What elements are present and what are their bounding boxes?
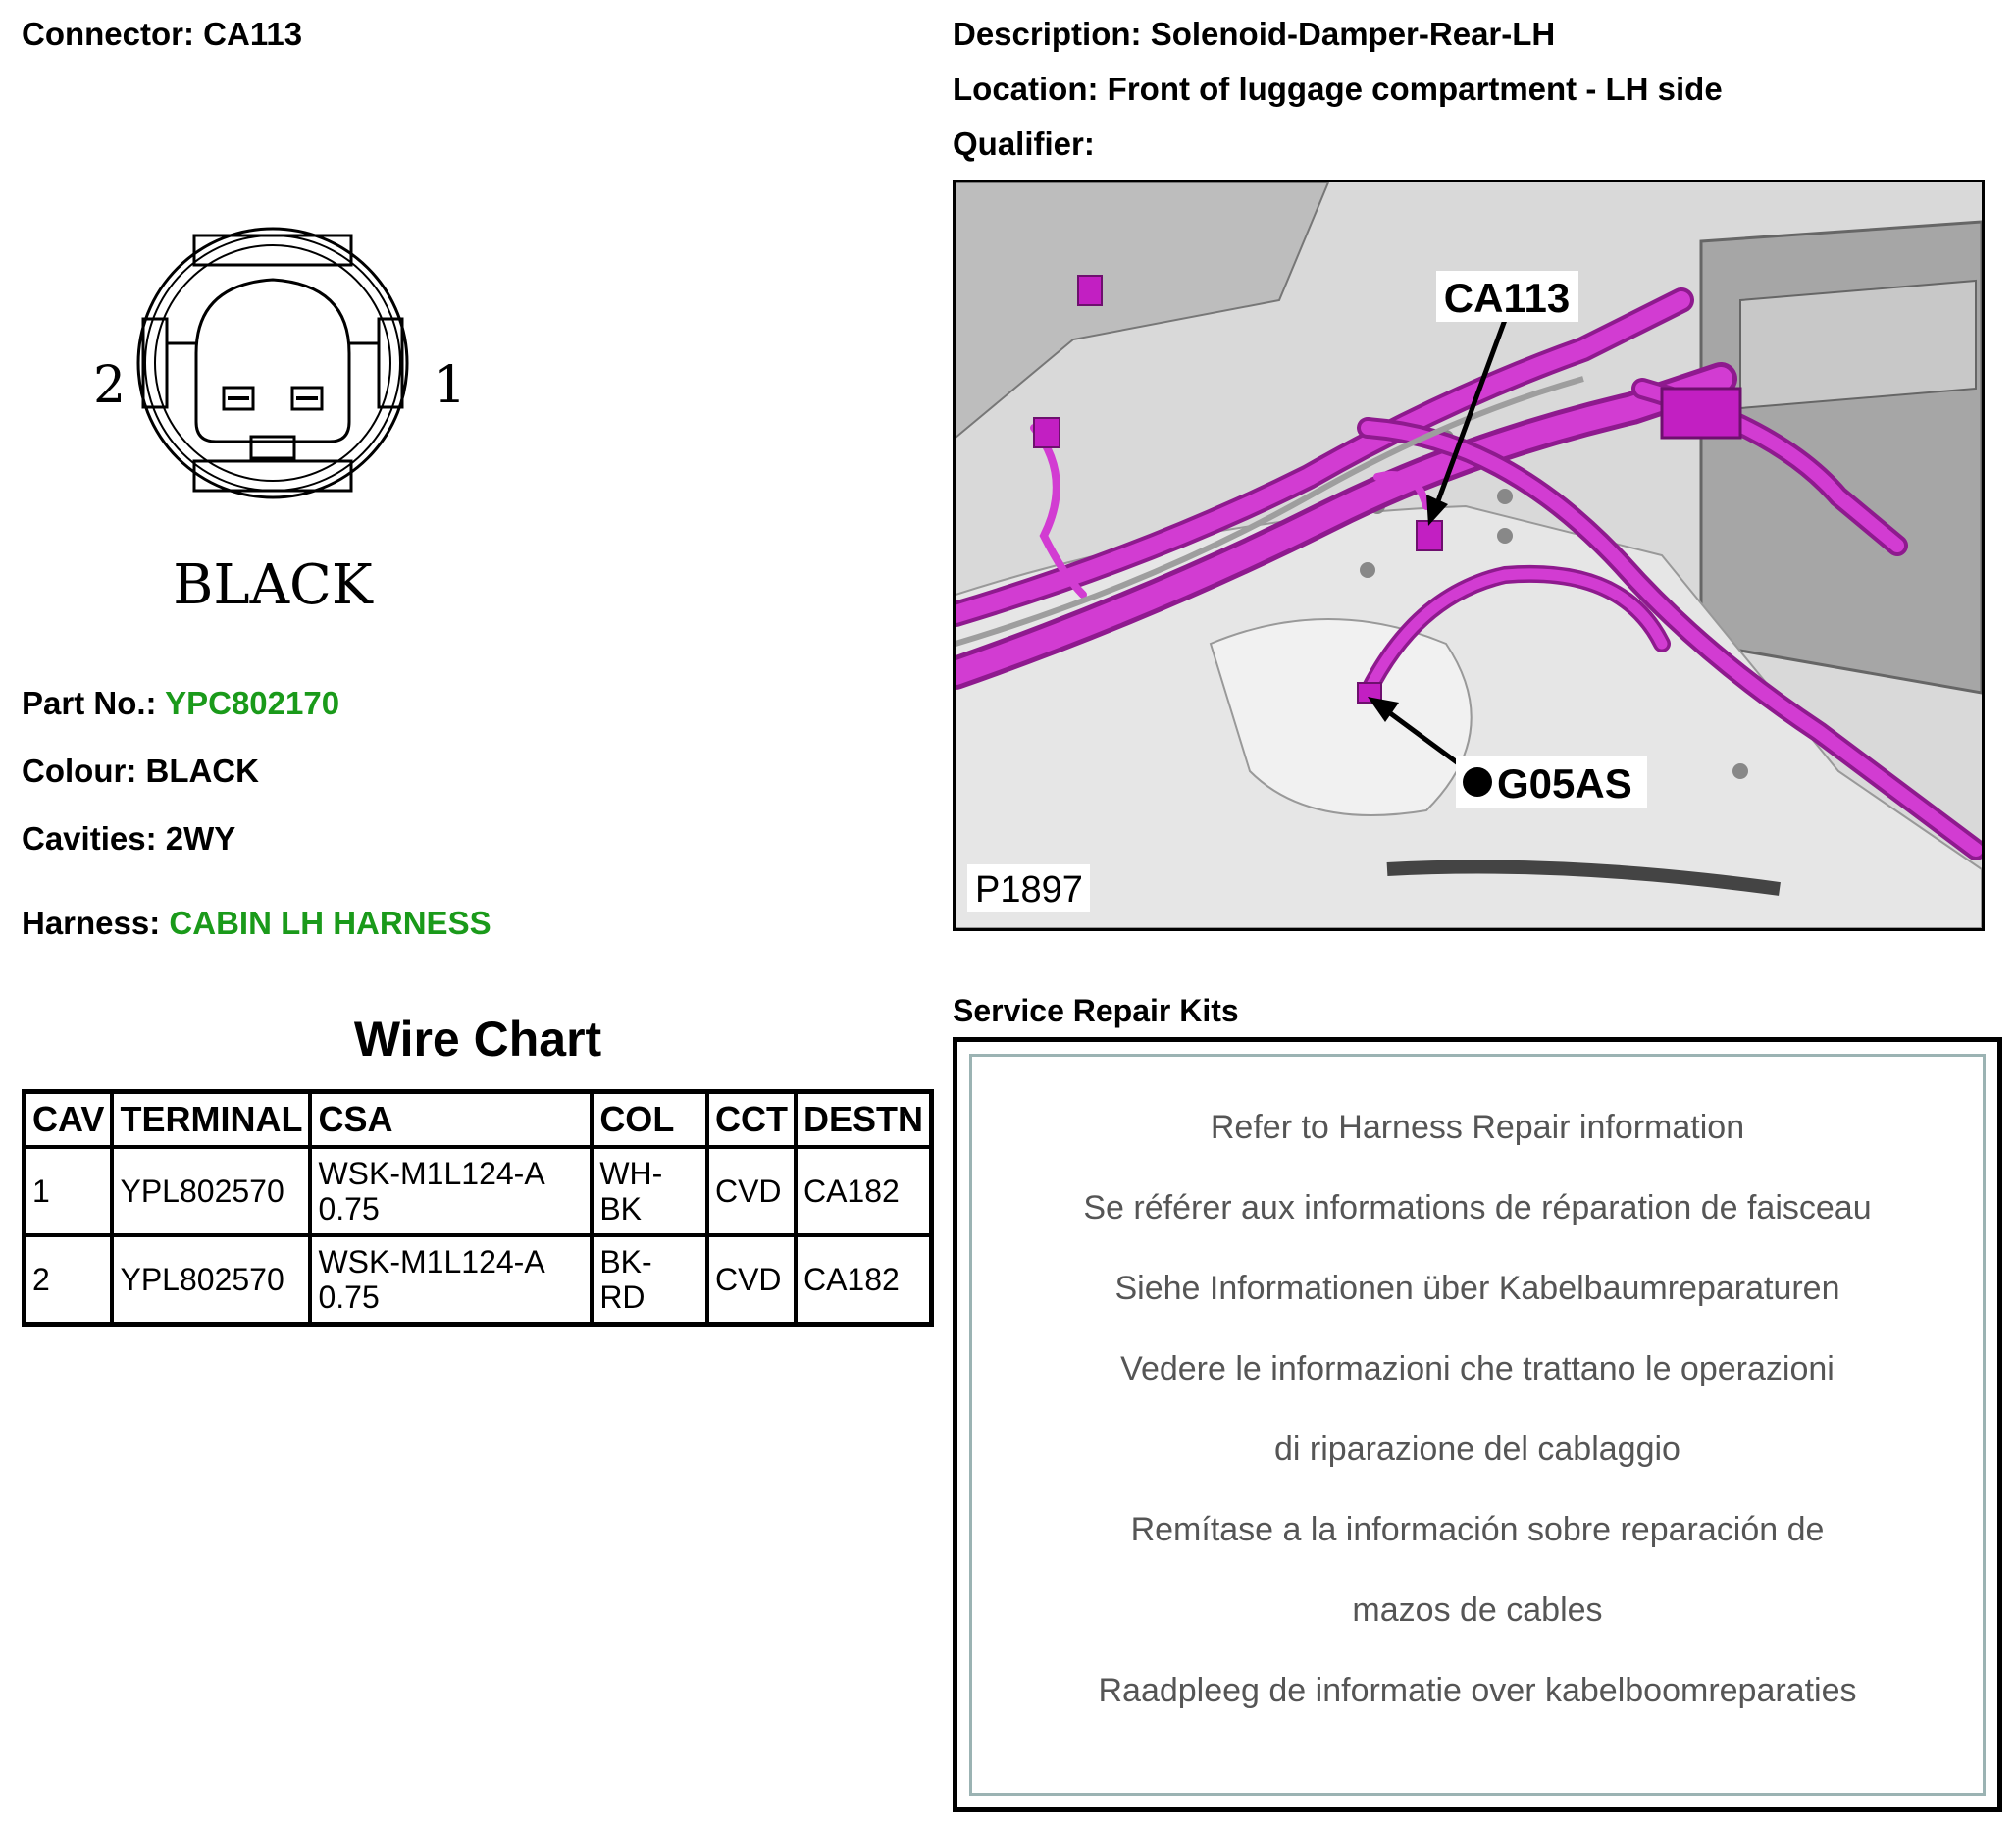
header-cct: CCT (707, 1092, 796, 1148)
cell-col: BK- RD (592, 1235, 707, 1325)
kit-line: Refer to Harness Repair information (1210, 1109, 1745, 1146)
wire-chart-title: Wire Chart (353, 1012, 602, 1067)
kit-line: mazos de cables (1352, 1591, 1603, 1629)
header-cav: CAV (25, 1092, 113, 1148)
service-repair-kits-title: Service Repair Kits (953, 993, 1239, 1028)
wire-chart-table (22, 1089, 934, 1327)
description: Description: Solenoid-Damper-Rear-LH (953, 16, 1556, 52)
wire-chart-header-row (25, 1092, 932, 1148)
cell-col: WH- BK (592, 1147, 707, 1235)
header-csa: CSA (310, 1092, 592, 1148)
kit-line: Remítase a la información sobre reparación de (1130, 1511, 1825, 1548)
cell-destn[interactable]: CA182 (796, 1235, 932, 1325)
part-number-link[interactable]: YPC802170 (165, 685, 340, 721)
cell-cct: CVD (707, 1235, 796, 1325)
header-col: COL (592, 1092, 707, 1148)
ground-point-icon (1463, 767, 1492, 797)
cell-destn[interactable]: CA182 (796, 1147, 932, 1235)
cell-terminal: YPL802570 (112, 1235, 310, 1325)
pin-label-1: 1 (434, 356, 467, 415)
cell-csa: WSK-M1L124-A 0.75 (310, 1147, 592, 1235)
connector-id: Connector: CA113 (22, 16, 303, 52)
colour: Colour: BLACK (22, 753, 259, 789)
table-row (25, 1147, 932, 1235)
callout-g05as: G05AS (1497, 760, 1632, 807)
cavities: Cavities: 2WY (22, 820, 236, 857)
kit-line: di riparazione del cablaggio (1274, 1431, 1680, 1468)
callout-ca113: CA113 (1443, 275, 1571, 321)
location-illustration (953, 180, 1985, 931)
cell-cct: CVD (707, 1147, 796, 1235)
header-terminal: TERMINAL (112, 1092, 310, 1148)
kit-line: Vedere le informazioni che trattano le operazioni (1120, 1350, 1835, 1387)
connector-colour-caption: BLACK (173, 553, 373, 617)
cell-cav: 1 (25, 1147, 113, 1235)
service-repair-kits-box (953, 1037, 2002, 1812)
cell-csa: WSK-M1L124-A 0.75 (310, 1235, 592, 1325)
part-number: Part No.: YPC802170 (22, 685, 340, 721)
location: Location: Front of luggage compartment - LH side (953, 71, 1723, 107)
kit-line: Raadpleeg de informatie over kabelboomreparaties (1098, 1672, 1857, 1709)
pin-label-2: 2 (93, 356, 127, 415)
cell-terminal: YPL802570 (112, 1147, 310, 1235)
image-reference: P1897 (975, 869, 1083, 911)
qualifier: Qualifier: (953, 126, 1095, 162)
connector-face-diagram (69, 226, 481, 618)
kit-line: Siehe Informationen über Kabelbaumreparaturen (1114, 1270, 1840, 1307)
kit-line: Se référer aux informations de réparation de faisceau (1083, 1189, 1872, 1226)
harness: Harness: CABIN LH HARNESS (22, 905, 491, 941)
header-destn: DESTN (796, 1092, 932, 1148)
harness-link[interactable]: CABIN LH HARNESS (169, 905, 491, 941)
table-row (25, 1235, 932, 1325)
cell-cav: 2 (25, 1235, 113, 1325)
